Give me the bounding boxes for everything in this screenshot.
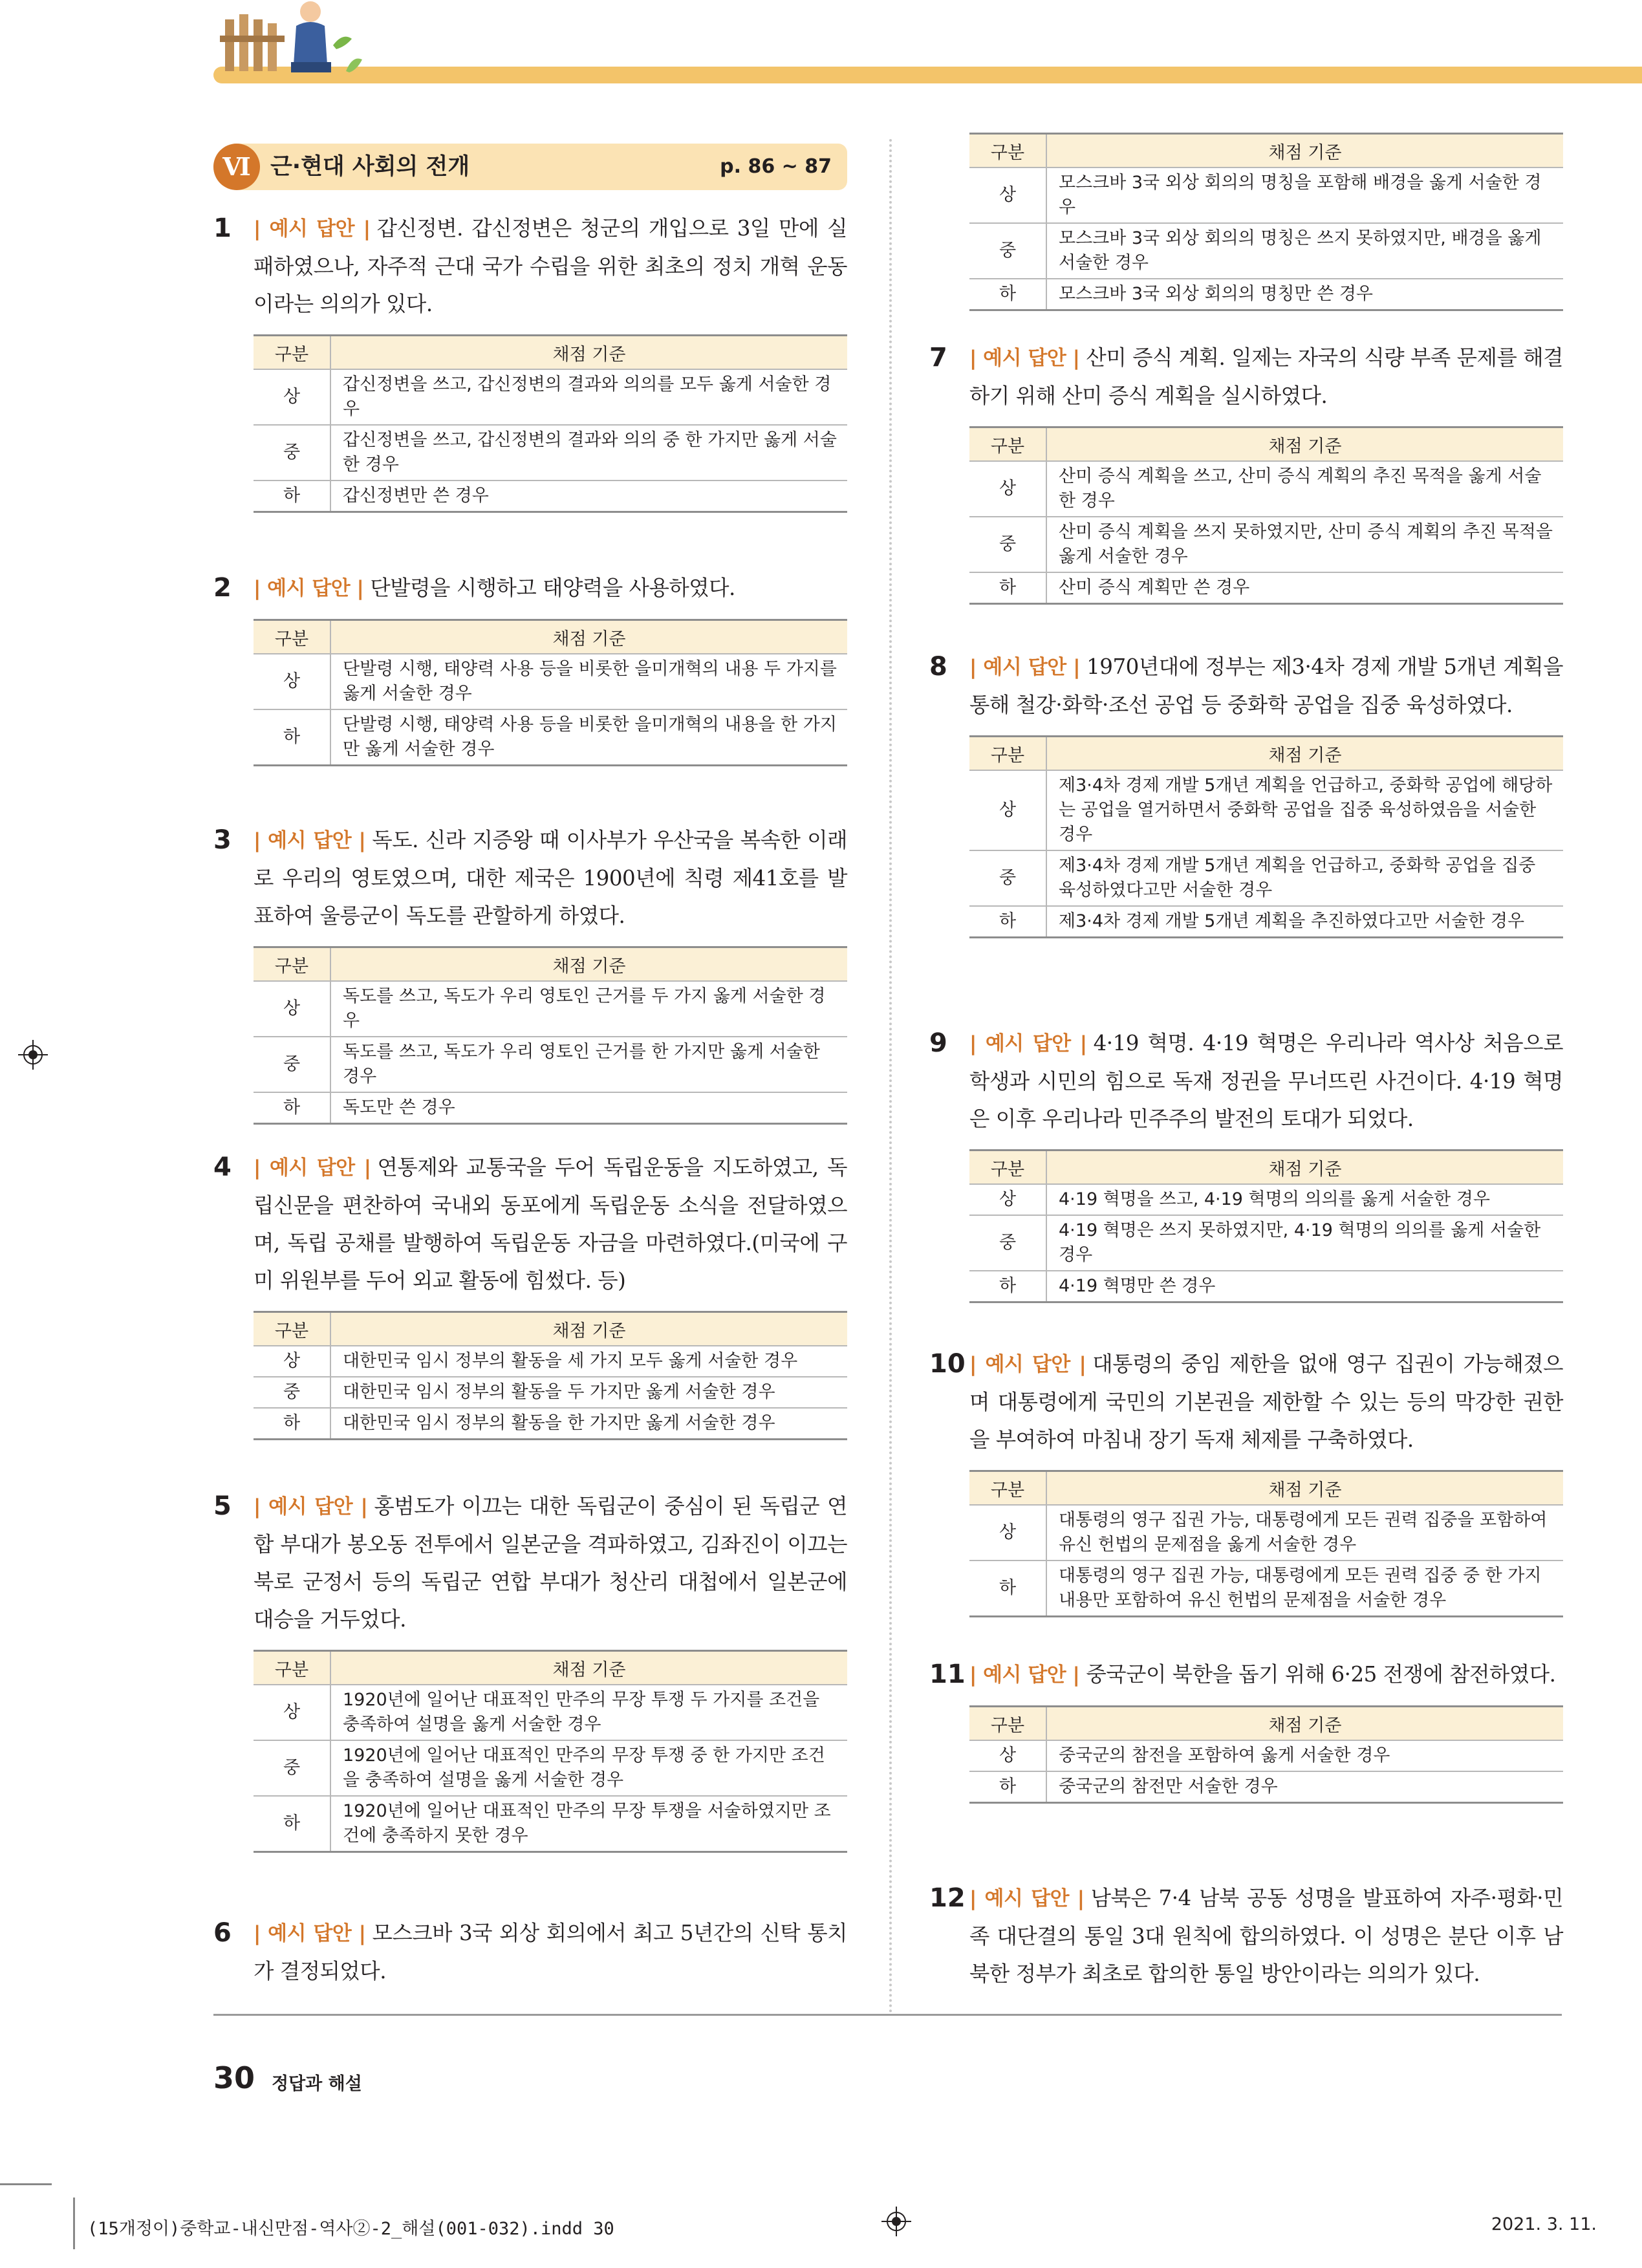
criteria-header: 채점 기준 xyxy=(330,620,847,654)
crop-mark xyxy=(73,2198,75,2249)
table-row xyxy=(254,1740,847,1796)
grade-cell: 하 xyxy=(254,1092,330,1124)
table-row xyxy=(969,906,1563,938)
grade-cell: 하 xyxy=(969,1561,1046,1617)
print-date: 2021. 3. 11. xyxy=(1491,2214,1597,2234)
section-page-range: p. 86 ~ 87 xyxy=(720,155,832,178)
grade-cell: 하 xyxy=(969,279,1046,310)
question-6-table xyxy=(929,133,1563,311)
question-number: 11 xyxy=(929,1659,966,1689)
table-row xyxy=(254,1685,847,1740)
grade-cell: 하 xyxy=(969,906,1046,938)
question-number: 1 xyxy=(213,213,232,243)
grade-cell: 하 xyxy=(254,1796,330,1852)
answer-label: | 예시 답안 | xyxy=(969,1663,1080,1687)
question-number: 12 xyxy=(929,1883,966,1913)
table-row xyxy=(969,1505,1563,1561)
criteria-cell: 모스크바 3국 외상 회의의 명칭은 쓰지 못하였지만, 배경을 옳게 서술한 경우 xyxy=(1046,223,1563,279)
answer-text: 독도. 신라 지증왕 때 이사부가 우산국을 복속한 이래로 우리의 영토였으며, 대한 제국은 1900년에 칙령 제41호를 발표하여 울릉군이 독도를 관할하게 하였다. xyxy=(254,828,847,928)
grading-table xyxy=(969,133,1563,311)
question-number: 10 xyxy=(929,1349,966,1379)
criteria-cell: 독도를 쓰고, 독도가 우리 영토인 근거를 두 가지 옳게 서술한 경우 xyxy=(330,981,847,1037)
grade-cell: 상 xyxy=(254,1685,330,1740)
answer-label: | 예시 답안 | xyxy=(254,217,371,241)
grade-cell: 상 xyxy=(969,1184,1046,1215)
criteria-cell: 중국군의 참전만 서술한 경우 xyxy=(1046,1771,1563,1803)
criteria-header: 채점 기준 xyxy=(1046,737,1563,771)
table-row xyxy=(254,1796,847,1852)
criteria-cell: 모스크바 3국 외상 회의의 명칭을 포함해 배경을 옳게 서술한 경우 xyxy=(1046,167,1563,223)
grade-cell: 중 xyxy=(969,1215,1046,1271)
criteria-header: 채점 기준 xyxy=(1046,427,1563,462)
grade-cell: 하 xyxy=(969,1271,1046,1302)
grade-cell: 하 xyxy=(969,1771,1046,1803)
criteria-header: 채점 기준 xyxy=(330,336,847,370)
question-number: 9 xyxy=(929,1028,947,1058)
section-title: 근·현대 사회의 전개 xyxy=(270,154,470,180)
criteria-header: 채점 기준 xyxy=(1046,1707,1563,1741)
answer-label: | 예시 답안 | xyxy=(254,1922,366,1945)
criteria-header: 채점 기준 xyxy=(330,1651,847,1685)
criteria-cell: 갑신정변만 쓴 경우 xyxy=(330,481,847,512)
grading-table xyxy=(254,619,847,766)
grade-header: 구분 xyxy=(969,134,1046,168)
question-2 xyxy=(213,569,847,766)
question-11 xyxy=(929,1656,1563,1804)
grade-cell: 상 xyxy=(969,1740,1046,1771)
grade-cell: 중 xyxy=(254,1037,330,1092)
table-row xyxy=(254,425,847,481)
registration-mark-icon xyxy=(881,2207,911,2236)
question-number: 2 xyxy=(213,573,232,603)
grade-cell: 중 xyxy=(969,517,1046,572)
question-7 xyxy=(929,339,1563,605)
page-number: 30 xyxy=(213,2060,255,2095)
answer-text: 1970년대에 정부는 제3·4차 경제 개발 5개년 계획을 통해 철강·화학·조선 공업 등 중화학 공업을 집중 육성하였다. xyxy=(969,654,1563,717)
answer-label: | 예시 답안 | xyxy=(254,577,364,600)
question-8 xyxy=(929,648,1563,938)
gardener-illustration xyxy=(213,0,375,91)
criteria-cell: 1920년에 일어난 대표적인 만주의 무장 투쟁 두 가지를 조건을 충족하여 설명을 옳게 서술한 경우 xyxy=(330,1685,847,1740)
answer-label: | 예시 답안 | xyxy=(969,1032,1087,1055)
grade-cell: 상 xyxy=(969,167,1046,223)
criteria-cell: 갑신정변을 쓰고, 갑신정변의 결과와 의의를 모두 옳게 서술한 경우 xyxy=(330,369,847,425)
grade-header: 구분 xyxy=(254,620,330,654)
question-9 xyxy=(929,1024,1563,1303)
grade-header: 구분 xyxy=(969,1471,1046,1506)
criteria-cell: 제3·4차 경제 개발 5개년 계획을 언급하고, 중화학 공업에 해당하는 공업을 열거하면서 중화학 공업을 집중 육성하였음을 서술한 경우 xyxy=(1046,770,1563,850)
table-row xyxy=(254,654,847,709)
table-row xyxy=(254,1408,847,1440)
answer-text: 대통령의 중임 제한을 없애 영구 집권이 가능해졌으며 대통령에게 국민의 기본권을 제한할 수 있는 등의 막강한 권한을 부여하여 마침내 장기 독재 체제를 구축하였다. xyxy=(969,1352,1563,1452)
answer-text: 홍범도가 이끄는 대한 독립군이 중심이 된 독립군 연합 부대가 봉오동 전투에서 일본군을 격파하였고, 김좌진이 이끄는 북로 군정서 등의 독립군 연합 부대가 청산리 대첩에서 일본군에 대승을 거두었다. xyxy=(254,1494,847,1632)
grade-header: 구분 xyxy=(969,1707,1046,1741)
criteria-header: 채점 기준 xyxy=(330,947,847,982)
grade-cell: 상 xyxy=(969,461,1046,517)
grade-header: 구분 xyxy=(969,427,1046,462)
question-number: 8 xyxy=(929,652,947,682)
question-3 xyxy=(213,821,847,1125)
criteria-cell: 대한민국 임시 정부의 활동을 한 가지만 옳게 서술한 경우 xyxy=(330,1408,847,1440)
table-row xyxy=(969,167,1563,223)
table-row xyxy=(254,1377,847,1408)
grade-cell: 하 xyxy=(969,572,1046,604)
criteria-header: 채점 기준 xyxy=(1046,1471,1563,1506)
criteria-header: 채점 기준 xyxy=(1046,134,1563,168)
question-number: 6 xyxy=(213,1918,232,1948)
grade-cell: 상 xyxy=(254,981,330,1037)
header-band xyxy=(213,67,1642,83)
table-row xyxy=(254,369,847,425)
table-row xyxy=(969,770,1563,850)
criteria-cell: 제3·4차 경제 개발 5개년 계획을 추진하였다고만 서술한 경우 xyxy=(1046,906,1563,938)
crop-mark xyxy=(0,2183,52,2185)
criteria-cell: 독도를 쓰고, 독도가 우리 영토인 근거를 한 가지만 옳게 서술한 경우 xyxy=(330,1037,847,1092)
table-row xyxy=(969,279,1563,310)
grade-header: 구분 xyxy=(254,947,330,982)
answer-text: 단발령을 시행하고 태양력을 사용하였다. xyxy=(370,576,735,600)
question-number: 3 xyxy=(213,825,232,855)
table-row xyxy=(969,1271,1563,1302)
table-row xyxy=(969,223,1563,279)
grading-table xyxy=(254,1650,847,1853)
answer-label: | 예시 답안 | xyxy=(969,1353,1086,1376)
criteria-cell: 단발령 시행, 태양력 사용 등을 비롯한 을미개혁의 내용을 한 가지만 옳게 서술한 경우 xyxy=(330,709,847,766)
answer-text: 연통제와 교통국을 두어 독립운동을 지도하였고, 독립신문을 편찬하여 국내외 동포에게 독립운동 소식을 전달하였으며, 독립 공채를 발행하여 독립운동 자금을 마련하였다.(미국에 구미 위원부를 두어 외교 활동에 힘썼다. 등) xyxy=(254,1155,848,1293)
table-row xyxy=(254,481,847,512)
answer-text: 남북은 7·4 남북 공동 성명을 발표하여 자주·평화·민족 대단결의 통일 3대 원칙에 합의하였다. 이 성명은 분단 이후 남북한 정부가 최초로 합의한 통일 방안이라는 의의가 있다. xyxy=(969,1886,1563,1986)
grading-table xyxy=(254,946,847,1125)
criteria-cell: 독도만 쓴 경우 xyxy=(330,1092,847,1124)
question-4 xyxy=(213,1149,847,1440)
grade-cell: 상 xyxy=(969,1505,1046,1561)
question-6 xyxy=(213,1914,847,1990)
criteria-header: 채점 기준 xyxy=(330,1312,847,1346)
grade-cell: 중 xyxy=(969,850,1046,906)
table-row xyxy=(969,461,1563,517)
registration-mark-icon xyxy=(18,1040,48,1070)
section-banner xyxy=(213,144,847,190)
criteria-cell: 4·19 혁명을 쓰고, 4·19 혁명의 의의를 옳게 서술한 경우 xyxy=(1046,1184,1563,1215)
question-10 xyxy=(929,1345,1563,1617)
answer-label: | 예시 답안 | xyxy=(969,656,1081,679)
section-number-badge: Ⅵ xyxy=(213,144,260,190)
grade-cell: 중 xyxy=(254,425,330,481)
criteria-cell: 모스크바 3국 외상 회의의 명칭만 쓴 경우 xyxy=(1046,279,1563,310)
criteria-header: 채점 기준 xyxy=(1046,1150,1563,1185)
table-row xyxy=(969,572,1563,604)
grading-table xyxy=(254,334,847,513)
grade-cell: 상 xyxy=(254,369,330,425)
table-row xyxy=(969,1215,1563,1271)
grade-header: 구분 xyxy=(969,1150,1046,1185)
table-row xyxy=(254,1037,847,1092)
grading-table xyxy=(254,1311,847,1440)
question-number: 4 xyxy=(213,1152,232,1182)
page-caption: 정답과 해설 xyxy=(272,2074,362,2094)
criteria-cell: 산미 증식 계획을 쓰지 못하였지만, 산미 증식 계획의 추진 목적을 옳게 서술한 경우 xyxy=(1046,517,1563,572)
grade-header: 구분 xyxy=(254,1651,330,1685)
answer-label: | 예시 답안 | xyxy=(969,347,1080,370)
table-row xyxy=(254,1092,847,1124)
grading-table xyxy=(969,1705,1563,1804)
answer-text: 모스크바 3국 외상 회의에서 최고 5년간의 신탁 통치가 결정되었다. xyxy=(254,1921,847,1983)
table-row xyxy=(254,1346,847,1377)
grade-cell: 하 xyxy=(254,709,330,766)
grade-cell: 중 xyxy=(254,1740,330,1796)
grade-cell: 하 xyxy=(254,481,330,512)
grade-cell: 상 xyxy=(969,770,1046,850)
grading-table xyxy=(969,426,1563,605)
grade-cell: 상 xyxy=(254,1346,330,1377)
criteria-cell: 산미 증식 계획만 쓴 경우 xyxy=(1046,572,1563,604)
answer-label: | 예시 답안 | xyxy=(969,1887,1085,1910)
criteria-cell: 4·19 혁명은 쓰지 못하였지만, 4·19 혁명의 의의를 옳게 서술한 경우 xyxy=(1046,1215,1563,1271)
grading-table xyxy=(969,1149,1563,1303)
question-1 xyxy=(213,210,847,513)
grade-header: 구분 xyxy=(254,336,330,370)
grade-cell: 상 xyxy=(254,654,330,709)
criteria-cell: 갑신정변을 쓰고, 갑신정변의 결과와 의의 중 한 가지만 옳게 서술한 경우 xyxy=(330,425,847,481)
grade-header: 구분 xyxy=(254,1312,330,1346)
grade-header: 구분 xyxy=(969,737,1046,771)
criteria-cell: 산미 증식 계획을 쓰고, 산미 증식 계획의 추진 목적을 옳게 서술한 경우 xyxy=(1046,461,1563,517)
grading-table xyxy=(969,735,1563,938)
question-12 xyxy=(929,1879,1563,1993)
criteria-cell: 1920년에 일어난 대표적인 만주의 무장 투쟁 중 한 가지만 조건을 충족하여 설명을 옳게 서술한 경우 xyxy=(330,1740,847,1796)
table-row xyxy=(254,709,847,766)
grade-cell: 중 xyxy=(254,1377,330,1408)
grade-cell: 중 xyxy=(969,223,1046,279)
criteria-cell: 1920년에 일어난 대표적인 만주의 무장 투쟁을 서술하였지만 조건에 충족하지 못한 경우 xyxy=(330,1796,847,1852)
criteria-cell: 대통령의 영구 집권 가능, 대통령에게 모든 권력 집중 중 한 가지 내용만 포함하여 유신 헌법의 문제점을 서술한 경우 xyxy=(1046,1561,1563,1617)
table-row xyxy=(969,517,1563,572)
answer-label: | 예시 답안 | xyxy=(254,829,366,852)
print-file-name: (15개정이)중학교-내신만점-역사②-2_해설(001-032).indd 30 xyxy=(87,2219,614,2239)
answer-label: | 예시 답안 | xyxy=(254,1156,371,1180)
table-row xyxy=(969,1184,1563,1215)
table-row xyxy=(969,1771,1563,1803)
table-row xyxy=(969,850,1563,906)
table-row xyxy=(254,981,847,1037)
criteria-cell: 단발령 시행, 태양력 사용 등을 비롯한 을미개혁의 내용 두 가지를 옳게 서술한 경우 xyxy=(330,654,847,709)
criteria-cell: 대한민국 임시 정부의 활동을 세 가지 모두 옳게 서술한 경우 xyxy=(330,1346,847,1377)
criteria-cell: 대통령의 영구 집권 가능, 대통령에게 모든 권력 집중을 포함하여 유신 헌법의 문제점을 옳게 서술한 경우 xyxy=(1046,1505,1563,1561)
question-5 xyxy=(213,1487,847,1853)
question-number: 7 xyxy=(929,343,947,373)
column-divider xyxy=(889,139,892,2014)
criteria-cell: 4·19 혁명만 쓴 경우 xyxy=(1046,1271,1563,1302)
table-row xyxy=(969,1740,1563,1771)
footer-rule xyxy=(213,2014,1562,2016)
answer-label: | 예시 답안 | xyxy=(254,1495,368,1518)
answer-text: 4·19 혁명. 4·19 혁명은 우리나라 역사상 처음으로 학생과 시민의 힘으로 독재 정권을 무너뜨린 사건이다. 4·19 혁명은 이후 우리나라 민주주의 발전의 토대가 되었다. xyxy=(969,1031,1563,1131)
criteria-cell: 중국군의 참전을 포함하여 옳게 서술한 경우 xyxy=(1046,1740,1563,1771)
answer-text: 산미 증식 계획. 일제는 자국의 식량 부족 문제를 해결하기 위해 산미 증식 계획을 실시하였다. xyxy=(969,345,1563,408)
criteria-cell: 대한민국 임시 정부의 활동을 두 가지만 옳게 서술한 경우 xyxy=(330,1377,847,1408)
grade-cell: 하 xyxy=(254,1408,330,1440)
criteria-cell: 제3·4차 경제 개발 5개년 계획을 언급하고, 중화학 공업을 집중 육성하였다고만 서술한 경우 xyxy=(1046,850,1563,906)
question-number: 5 xyxy=(213,1491,232,1521)
table-row xyxy=(969,1561,1563,1617)
answer-text: 중국군이 북한을 돕기 위해 6·25 전쟁에 참전하였다. xyxy=(1086,1662,1556,1687)
answer-text: 갑신정변. 갑신정변은 청군의 개입으로 3일 만에 실패하였으나, 자주적 근대 국가 수립을 위한 최초의 정치 개혁 운동이라는 의의가 있다. xyxy=(254,216,847,316)
grading-table xyxy=(969,1470,1563,1617)
